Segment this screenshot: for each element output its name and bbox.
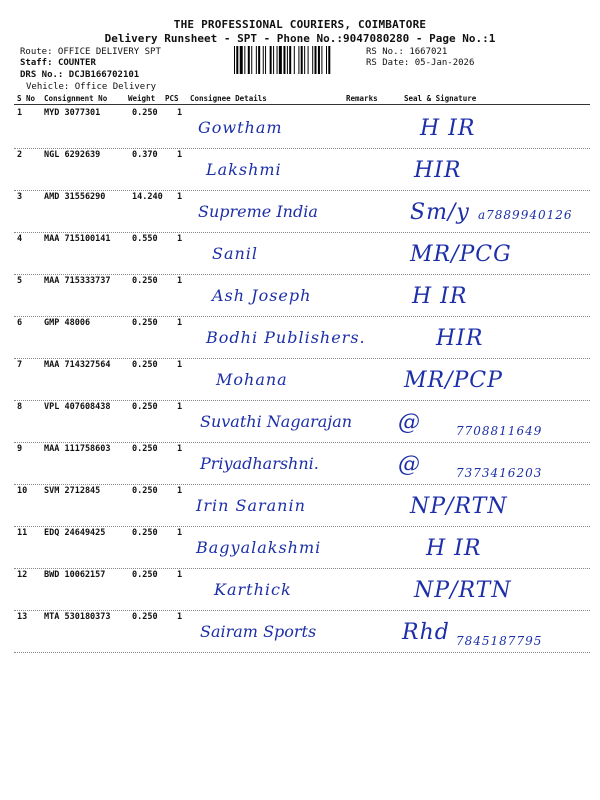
- consignee-handwriting: Ash Joseph: [212, 286, 312, 305]
- row-pcs: 1: [177, 570, 183, 580]
- route-text: Route: OFFICE DELIVERY SPT: [20, 47, 161, 57]
- barcode-bar: [289, 46, 291, 74]
- row-consignment: VPL 407608438: [44, 402, 111, 412]
- row-consignment: NGL 6292639: [44, 150, 101, 160]
- barcode-bar: [318, 46, 320, 74]
- row-weight: 0.250: [132, 276, 158, 286]
- row-consignment: MAA 111758603: [44, 444, 111, 454]
- receiver-signature: HIR: [436, 326, 484, 351]
- consignee-handwriting: Irin Saranin: [196, 496, 306, 515]
- barcode-bar: [287, 46, 288, 74]
- row-divider: [14, 400, 590, 401]
- receiver-phone-number: 7708811649: [456, 424, 543, 438]
- row-divider: [14, 652, 590, 653]
- row-weight: 0.250: [132, 318, 158, 328]
- barcode-bar: [244, 46, 245, 74]
- row-weight: 0.250: [132, 612, 158, 622]
- barcode-image: [234, 46, 360, 74]
- row-divider: [14, 610, 590, 611]
- row-sno: 11: [17, 528, 28, 538]
- barcode-bar: [321, 46, 322, 74]
- barcode-bar: [315, 46, 317, 74]
- rs-number: RS No.: 1667021: [366, 47, 448, 57]
- consignee-handwriting: Sairam Sports: [200, 622, 317, 641]
- consignee-handwriting: Bagyalakshmi: [196, 538, 322, 557]
- table-row: [14, 360, 590, 402]
- row-consignment: MYD 3077301: [44, 108, 101, 118]
- consignee-handwriting: Sanil: [212, 244, 259, 263]
- row-weight: 0.250: [132, 444, 158, 454]
- row-pcs: 1: [177, 486, 183, 496]
- barcode-bar: [248, 46, 250, 74]
- consignee-handwriting: Suvathi Nagarajan: [200, 412, 353, 431]
- staff-label: Staff:: [20, 58, 53, 68]
- row-consignment: MAA 714327564: [44, 360, 111, 370]
- consignee-handwriting: Lakshmi: [206, 160, 282, 179]
- row-consignment: MAA 715333737: [44, 276, 111, 286]
- barcode-bar: [270, 46, 272, 74]
- table-row: [14, 108, 590, 150]
- row-divider: [14, 148, 590, 149]
- receiver-signature: NP/RTN: [414, 578, 512, 603]
- barcode-bar: [236, 46, 238, 74]
- row-sno: 7: [17, 360, 23, 370]
- row-sno: 8: [17, 402, 23, 412]
- row-weight: 0.250: [132, 108, 158, 118]
- row-divider: [14, 568, 590, 569]
- drs-line: [20, 69, 139, 81]
- row-consignment: MTA 530180373: [44, 612, 111, 622]
- consignee-handwriting: Karthick: [214, 580, 292, 599]
- row-sno: 2: [17, 150, 23, 160]
- row-pcs: 1: [177, 360, 183, 370]
- barcode-bar: [265, 46, 266, 74]
- col-weight: Weight: [128, 94, 156, 103]
- staff-value: COUNTER: [57, 58, 96, 68]
- receiver-signature: @: [398, 410, 421, 435]
- row-sno: 9: [17, 444, 23, 454]
- barcode-bar: [294, 46, 295, 74]
- row-consignment: BWD 10062157: [44, 570, 106, 580]
- receiver-signature: H IR: [426, 536, 482, 561]
- row-sno: 1: [17, 108, 23, 118]
- company-title: THE PROFESSIONAL COURIERS, COIMBATORE: [173, 18, 427, 31]
- barcode-bar: [273, 46, 274, 74]
- row-divider: [14, 316, 590, 317]
- row-divider: [14, 484, 590, 485]
- col-sno: S No: [17, 94, 36, 103]
- row-divider: [14, 190, 590, 191]
- row-sno: 5: [17, 276, 23, 286]
- barcode-bar: [283, 46, 285, 74]
- row-pcs: 1: [177, 192, 183, 202]
- runsheet-subtitle: Delivery Runsheet - SPT - Phone No.:9047080280 - Page No.:1: [104, 32, 496, 45]
- row-consignment: EDQ 24649425: [44, 528, 106, 538]
- barcode-bar: [308, 46, 309, 74]
- table-row: [14, 150, 590, 192]
- col-seal: Seal & Signature: [404, 94, 477, 103]
- receiver-signature: H IR: [412, 284, 468, 309]
- row-sno: 4: [17, 234, 23, 244]
- barcode-bar: [312, 46, 313, 74]
- row-weight: 0.250: [132, 486, 158, 496]
- row-divider: [14, 442, 590, 443]
- row-weight: 0.250: [132, 402, 158, 412]
- barcode-bar: [328, 46, 330, 74]
- rs-date: RS Date: 05-Jan-2026: [366, 58, 475, 68]
- consignee-handwriting: Gowtham: [198, 118, 283, 137]
- row-pcs: 1: [177, 444, 183, 454]
- col-remarks: Remarks: [346, 94, 378, 103]
- row-consignment: MAA 715100141: [44, 234, 111, 244]
- drs-label: DRS No.:: [20, 70, 64, 80]
- consignee-handwriting: Supreme India: [198, 202, 318, 221]
- row-divider: [14, 274, 590, 275]
- col-consignee: Consignee Details: [190, 94, 267, 103]
- row-pcs: 1: [177, 528, 183, 538]
- row-sno: 12: [17, 570, 28, 580]
- row-weight: 14.240: [132, 192, 163, 202]
- row-divider: [14, 358, 590, 359]
- row-consignment: AMD 31556290: [44, 192, 106, 202]
- row-pcs: 1: [177, 276, 183, 286]
- barcode-bar: [304, 46, 305, 74]
- consignee-handwriting: Bodhi Publishers.: [206, 328, 366, 347]
- drs-value: DCJB166702101: [68, 70, 140, 80]
- staff-line: [20, 57, 96, 69]
- row-sno: 10: [17, 486, 28, 496]
- barcode-bar: [298, 46, 299, 74]
- barcode-bar: [240, 46, 243, 74]
- receiver-phone-number: 7845187795: [456, 634, 543, 648]
- row-pcs: 1: [177, 150, 183, 160]
- barcode-bar: [258, 46, 260, 74]
- barcode-bar: [263, 46, 264, 74]
- row-sno: 6: [17, 318, 23, 328]
- receiver-signature: H IR: [420, 116, 476, 141]
- barcode-bar: [301, 46, 303, 74]
- barcode-bar: [256, 46, 257, 74]
- row-sno: 3: [17, 192, 23, 202]
- receiver-signature: HIR: [414, 158, 462, 183]
- receiver-signature: Sm/y: [410, 200, 470, 225]
- col-consignment: Consignment No: [44, 94, 108, 103]
- row-weight: 0.250: [132, 570, 158, 580]
- row-pcs: 1: [177, 402, 183, 412]
- row-weight: 0.250: [132, 360, 158, 370]
- barcode-bar: [326, 46, 327, 74]
- receiver-signature: @: [398, 452, 421, 477]
- receiver-phone-number: 7373416203: [456, 466, 543, 480]
- row-consignment: SVM 2712845: [44, 486, 101, 496]
- row-pcs: 1: [177, 318, 183, 328]
- row-pcs: 1: [177, 612, 183, 622]
- header-rule: [14, 104, 590, 105]
- barcode-bar: [279, 46, 282, 74]
- receiver-signature: MR/PCP: [404, 368, 503, 393]
- barcode-bar: [234, 46, 235, 74]
- row-consignment: GMP 48006: [44, 318, 91, 328]
- vehicle-text: Vehicle: Office Delivery: [26, 82, 157, 92]
- row-weight: 0.370: [132, 150, 158, 160]
- col-pcs: PCS: [165, 94, 179, 103]
- row-pcs: 1: [177, 108, 183, 118]
- consignee-handwriting: Mohana: [216, 370, 288, 389]
- row-weight: 0.550: [132, 234, 158, 244]
- receiver-signature: Rhd: [402, 620, 450, 645]
- consignee-handwriting: Priyadharshni.: [200, 454, 319, 473]
- row-weight: 0.250: [132, 528, 158, 538]
- barcode-bar: [251, 46, 252, 74]
- receiver-signature: MR/PCG: [410, 242, 512, 267]
- row-pcs: 1: [177, 234, 183, 244]
- barcode-bar: [277, 46, 278, 74]
- row-sno: 13: [17, 612, 28, 622]
- row-divider: [14, 232, 590, 233]
- row-divider: [14, 526, 590, 527]
- receiver-signature: NP/RTN: [410, 494, 508, 519]
- receiver-phone-number: a7889940126: [478, 208, 573, 222]
